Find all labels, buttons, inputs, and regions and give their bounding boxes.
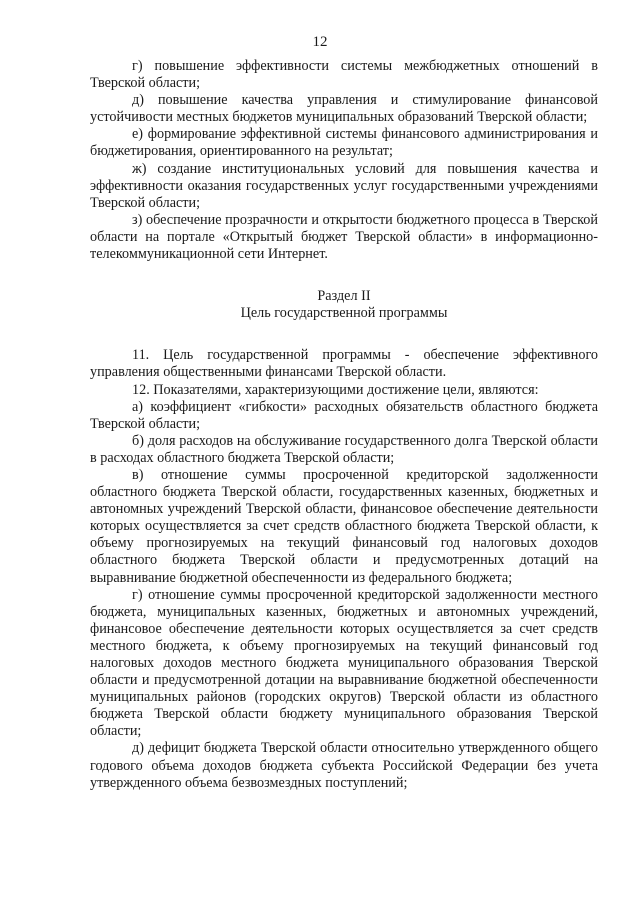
paragraph-e-financial-administration: е) формирование эффективной системы финансового администрирования и бюджетирования, ориентированного на результат; <box>90 126 598 160</box>
paragraph-11-goal: 11. Цель государственной программы - обеспечение эффективного управления общественными финансами Тверской области. <box>90 347 598 381</box>
paragraph-g-local-arrears: г) отношение суммы просроченной кредиторской задолженности местного бюджета, муниципальных казенных, бюджетных и автономных учреждений, финансовое обеспечение деятельности которых осуществляется за счет средств местного бюджета, к объему прогнозируемых на текущий финансовый год налоговых доходов местного бюджета муниципального образования Тверской области и предусмотренной дотации на выравнивание бюджетной обеспеченности муниципальных районов (городских округов) Тверской области из областного бюджета Тверской области бюджету муниципального образования Тверской области; <box>90 586 598 740</box>
paragraph-z-transparency: з) обеспечение прозрачности и открытости бюджетного процесса в Тверской области на портале «Открытый бюджет Тверской области» в информационно- телекоммуникационной сети Интернет. <box>90 211 598 263</box>
spacer <box>90 263 598 288</box>
page-number: 12 <box>312 34 328 50</box>
paragraph-b-debt-service: б) доля расходов на обслуживание государственного долга Тверской области в расходах областного бюджета Тверской области; <box>90 432 598 466</box>
paragraph-d-deficit: д) дефицит бюджета Тверской области относительно утвержденного общего годового объема доходов бюджета субъекта Российской Федерации без учета утвержденного объема безвозмездных поступлений; <box>90 740 598 791</box>
paragraph-d-local-budgets: д) повышение качества управления и стимулирование финансовой устойчивости местных бюджетов муниципальных образований Тверской области; <box>90 92 598 126</box>
paragraph-a-flexibility: а) коэффициент «гибкости» расходных обязательств областного бюджета Тверской области; <box>90 398 598 432</box>
section-title: Цель государственной программы <box>240 305 448 322</box>
paragraph-g-interbudget: г) повышение эффективности системы межбюджетных отношений в Тверской области; <box>90 58 598 92</box>
paragraph-12-indicators: 12. Показателями, характеризующими достижение цели, являются: <box>132 381 539 398</box>
document-body <box>90 58 598 792</box>
paragraph-zh-institutional-conditions: ж) создание институциональных условий для повышения качества и эффективности оказания государственных услуг государственными учреждениями Тверской области; <box>90 160 598 211</box>
section-number: Раздел II <box>317 288 371 305</box>
paragraph-v-regional-arrears: в) отношение суммы просроченной кредиторской задолженности областного бюджета Тверской области, государственных казенных, бюджетных и автономных учреждений Тверской области, финансовое обеспечение деятельности которых осуществляется за счет средств областного бюджета Тверской области, к объему прогнозируемых на текущий финансовый год налоговых доходов областного бюджета Тверской области и предусмотренных дотаций на выравнивание бюджетной обеспеченности из федерального бюджета; <box>90 466 598 586</box>
spacer <box>90 322 598 347</box>
